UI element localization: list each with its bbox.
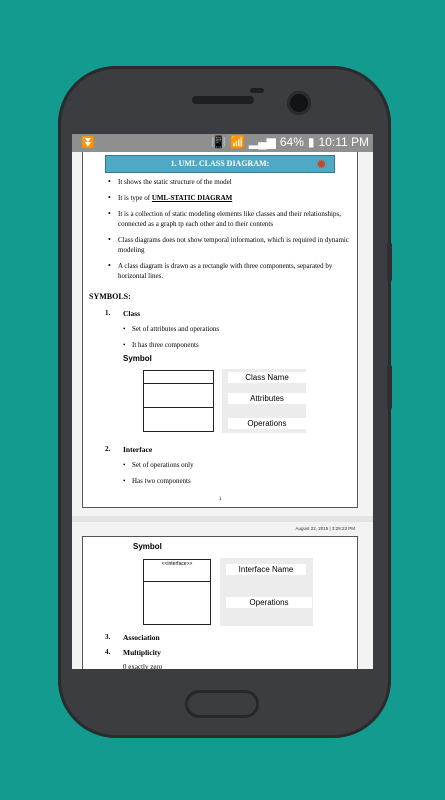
operations-label: Operations [226,597,312,608]
operations-label: Operations [228,418,306,429]
list-item: • Class diagrams does not show temporal information, which is required in dynamic modeling [108,235,352,255]
list-item: • It is type of UML-STATIC DIAGRAM [108,193,352,203]
page-separator [72,516,373,522]
volume-button [387,243,392,281]
notification-icon: ⏬ [81,137,95,149]
power-button [387,365,392,409]
screen[interactable] [72,134,373,669]
clock: 10:11 PM [318,135,369,149]
banner-title: 1. UML CLASS DIAGRAM: [170,159,270,168]
item-number: 2. [105,445,111,453]
symbol-label: Symbol [133,542,162,551]
burst-icon: ✹ [316,159,326,171]
list-item: • Set of operations only [123,461,194,469]
attributes-label: Attributes [228,393,306,404]
interface-name-label: Interface Name [226,564,306,575]
interface-stereotype: <<interface>> [161,561,193,567]
item-number: 4. [105,648,111,656]
earpiece-speaker [192,96,254,104]
vibrate-icon: 📳 [211,135,226,149]
list-item: • Has two components [123,477,194,485]
bullet-list [108,177,352,287]
class-labels-panel [222,369,306,433]
home-button[interactable] [185,690,259,718]
list-item: • It is a collection of static modeling elements like classes and their relationships, connected as a graph tp each other and to their contents [108,209,352,229]
item-number: 3. [105,633,111,641]
list-item: • Set of attributes and operations [123,325,219,333]
front-camera [287,91,311,115]
signal-icon: ▂▄▆ [248,135,276,149]
battery-text: 64% [279,135,304,149]
sensor [250,88,264,93]
symbol-label: Symbol [123,354,152,363]
list-item: • It shows the static structure of the model [108,177,352,187]
battery-icon: ▮ [307,135,315,149]
section-banner [105,155,335,173]
wifi-icon: 📶 [229,135,245,149]
page-number: 1 [219,497,222,502]
list-item: • A class diagram is drawn as a rectangle with three components, separated by horizontal lines. [108,261,352,281]
item-title-class: Class [123,309,141,318]
status-bar [72,134,373,152]
interface-points [123,461,194,493]
document-page-2 [82,536,358,669]
divider [144,581,210,582]
divider [144,407,213,408]
item-title-interface: Interface [123,445,153,454]
item-title-association: Association [123,633,160,642]
multiplicity-row: 0 exactly zero [123,663,163,669]
class-points [123,325,219,357]
uml-static-link: UML-STATIC DIAGRAM [151,194,233,202]
timestamp: August 22, 2015 | 3:28:23 PM [295,526,355,531]
class-name-label: Class Name [228,372,306,383]
item-number: 1. [105,309,111,317]
class-symbol [143,370,214,432]
document-page-1 [82,152,358,508]
divider [144,383,213,384]
item-title-multiplicity: Multiplicity [123,648,161,657]
symbols-heading: SYMBOLS: [89,292,131,301]
interface-symbol [143,559,211,625]
interface-labels-panel [220,558,313,626]
list-item: • It has three components [123,341,219,349]
